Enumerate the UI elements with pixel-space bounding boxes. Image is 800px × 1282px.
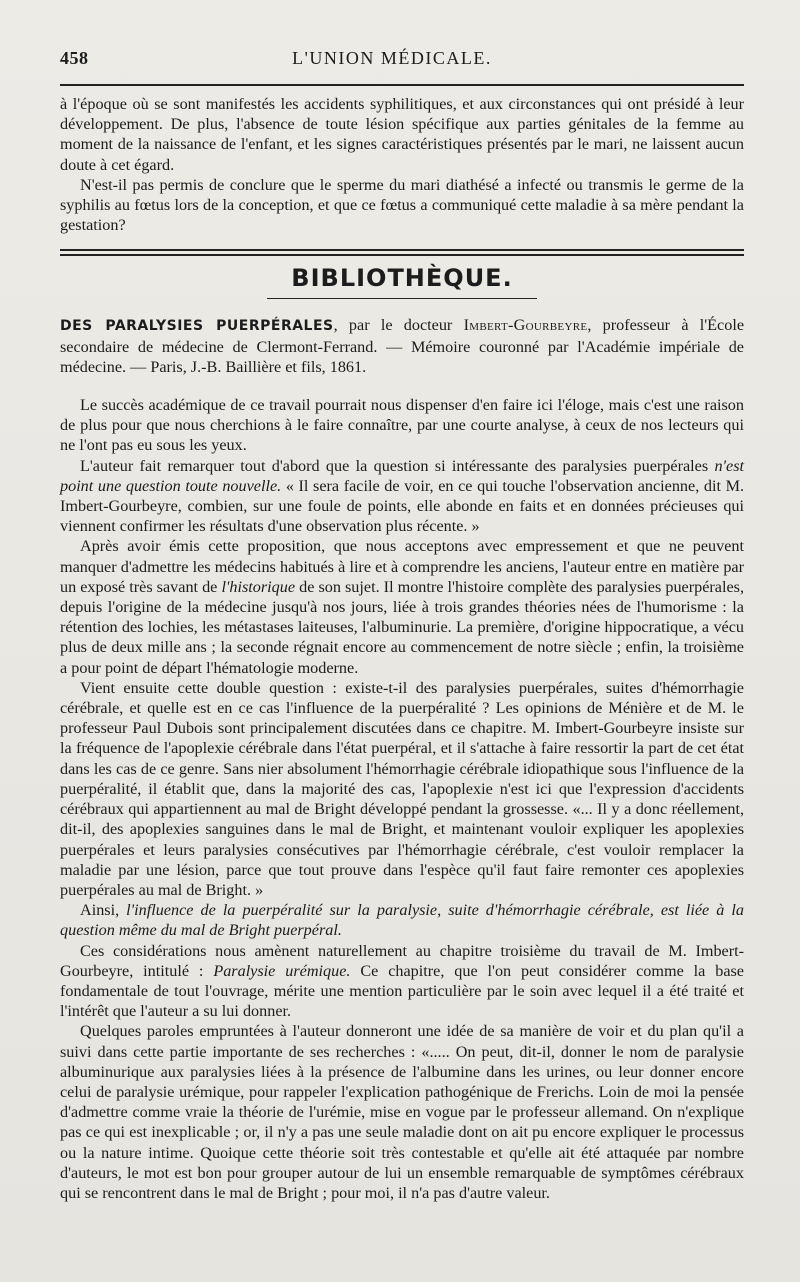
emphasis-text: Paralysie urémique. [213,961,351,980]
body-text: de son sujet. Il montre l'histoire complète des paralysies puerpérales, depuis l'origine de la médecine jusqu'à nos jours, liée à trois grandes théories nées de l'humorisme : la rétention des lochies, les métastases laiteuses, l'albuminurie. La première, d'origine hippocratique, a vécu plus de deux mille ans ; la seconde régnait encore au commencement de notre siècle ; enfin, la troisième a pour point de départ l'hématologie moderne. [60,577,744,677]
reference-title: DES PARALYSIES PUERPÉRALES [60,318,334,335]
body-paragraph-4: Vient ensuite cette double question : existe-t-il des paralysies puerpérales, suites d'hémorrhagie cérébrale, et quelle est en ce cas l'influence de la puerpéralité ? Les opinions de Ménière et de M. le professeur Paul Dubois sont principalement discutées dans ce chapitre. M. Imbert-Gourbeyre insiste sur la fréquence de l'apoplexie cérébrale dans l'état puerpéral, et il s'attache à faire ressortir la part de cet état dans les cas de ce genre. Sans nier absolument l'hémorrhagie cérébrale idiopathique sous l'influence de la puerpéralité, il établit que, dans la majorité des cas, l'apoplexie n'est ici que l'expression d'accidents cérébraux qui appartiennent au mal de Bright développé pendant la grossesse. «... Il y a donc réellement, dit-il, des apoplexies sanguines dans le mal de Bright, et maintenant vouloir expliquer les apoplexies puerpérales et leurs paralysies consécutives par l'hémorrhagie cérébrale, c'est vouloir remplacer la maladie par une lésion, parce que tout prouve dans l'espèce qu'il faut faire remonter ces apoplexies puerpérales au mal de Bright. » [60,678,744,899]
reference-author: Imbert-Gourbeyre [463,316,588,335]
body-text: « Il sera facile de voir, en ce qui touche l'observation ancienne, dit M. Imbert-Gourbeyre, combien, sur une foule de points, elle abonde en faits et en données précieuses qui viennent confirmer les résultats d'une observation plus récente. » [60,476,745,536]
emphasis-text: l'influence de la puerpéralité sur la paralysie, suite d'hémorrhagie cérébrale, est liée à la question même du mal de Bright puerpéral. [60,901,744,940]
body-paragraph-7: Quelques paroles empruntées à l'auteur donneront une idée de sa manière de voir et du plan qu'il a suivi dans cette partie importante de ses recherches : «..... On peut, dit-il, donner le nom de paralysie albuminurique aux paralysies liées à la présence de l'albumine dans les urines, ou leur donner encore celui de paralysie urémique, pour rappeler l'explication pathogénique de Frerichs. Loin de moi la pensée d'admettre comme vraie la théorie de l'urémie, mise en vogue par le professeur allemand. On n'explique pas ce qui est inexplicable ; or, il n'y a pas une seule maladie dont on ait pu encore expliquer le processus ou la nature intime. Quoique cette théorie soit très contestable et qu'elle ait été attaquée par nombre d'auteurs, le mot est bon pour grouper autour de lui un ensemble remarquable de symptômes cérébraux qui se rencontrent dans le mal de Bright ; pour moi, il n'a pas d'autre valeur. [60,1022,744,1202]
bibliographic-reference [60,315,744,377]
body-paragraph-3 [60,536,744,677]
body-paragraph-1: Le succès académique de ce travail pourrait nous dispenser d'en faire ici l'éloge, mais c'est une raison de plus pour que nous cherchions à le faire connaître, par une courte analyse, à ceux de nos lecteurs qui ne l'ont pas eu sous les yeux. [60,396,744,455]
running-head [60,48,744,74]
body-text: Après avoir émis cette proposition, que nous acceptons avec empressement et que ne peuvent manquer d'admettre les médecins habitués à lire et à comprendre les anciens, l'auteur entre en matière par un exposé très savant de [60,537,744,596]
body-text: L'auteur fait remarquer tout d'abord que la question si intéressante des paralysies puerpérales [80,456,715,475]
title-underline [267,298,537,299]
body-paragraph-5 [60,900,744,940]
page-number: 458 [60,48,89,68]
body-paragraph-6 [60,941,744,1022]
emphasis-text: l'historique [221,577,296,596]
intro-paragraph-2: N'est-il pas permis de conclure que le sperme du mari diathésé a infecté ou transmis le germe de la syphilis au fœtus lors de la conception, et que ce fœtus a communiqué cette maladie à sa mère pendant la gestation? [60,175,744,235]
header-rule [60,84,744,86]
section-title: BIBLIOTHÈQUE. [291,264,513,293]
body-text: Ainsi, [80,901,127,920]
body-paragraph-2 [60,456,744,537]
reference-details: , professeur à l'École secondaire de médecine de Clermont-Ferrand. — Mémoire couronné par l'Académie impériale de médecine. — Paris, J.-B. Baillière et fils, 1861. [60,316,745,376]
journal-title: L'UNION MÉDICALE. [292,48,492,68]
body-text: Ces considérations nous amènent naturellement au chapitre troisième du travail de M. Imbert-Gourbeyre, intitulé : [60,941,744,980]
emphasis-text: n'est point une question toute nouvelle. [60,456,744,495]
body-text: Ce chapitre, que l'on peut considérer comme la base fondamentale de tout l'ouvrage, mérite une mention particulière par le soin avec lequel il a été traité et l'intérêt que l'auteur a su lui donner. [60,961,744,1021]
section-divider [60,249,744,256]
intro-paragraph-1: à l'époque où se sont manifestés les accidents syphilitiques, et aux circonstances qui ont présidé à leur développement. De plus, l'absence de toute lésion spécifique aux parties génitales de la femme au moment de la naissance de l'enfant, et les signes caractéristiques présentés par le mari, ne laissent aucun doute à cet égard. [60,95,744,174]
reference-by: , par le docteur [333,316,464,335]
